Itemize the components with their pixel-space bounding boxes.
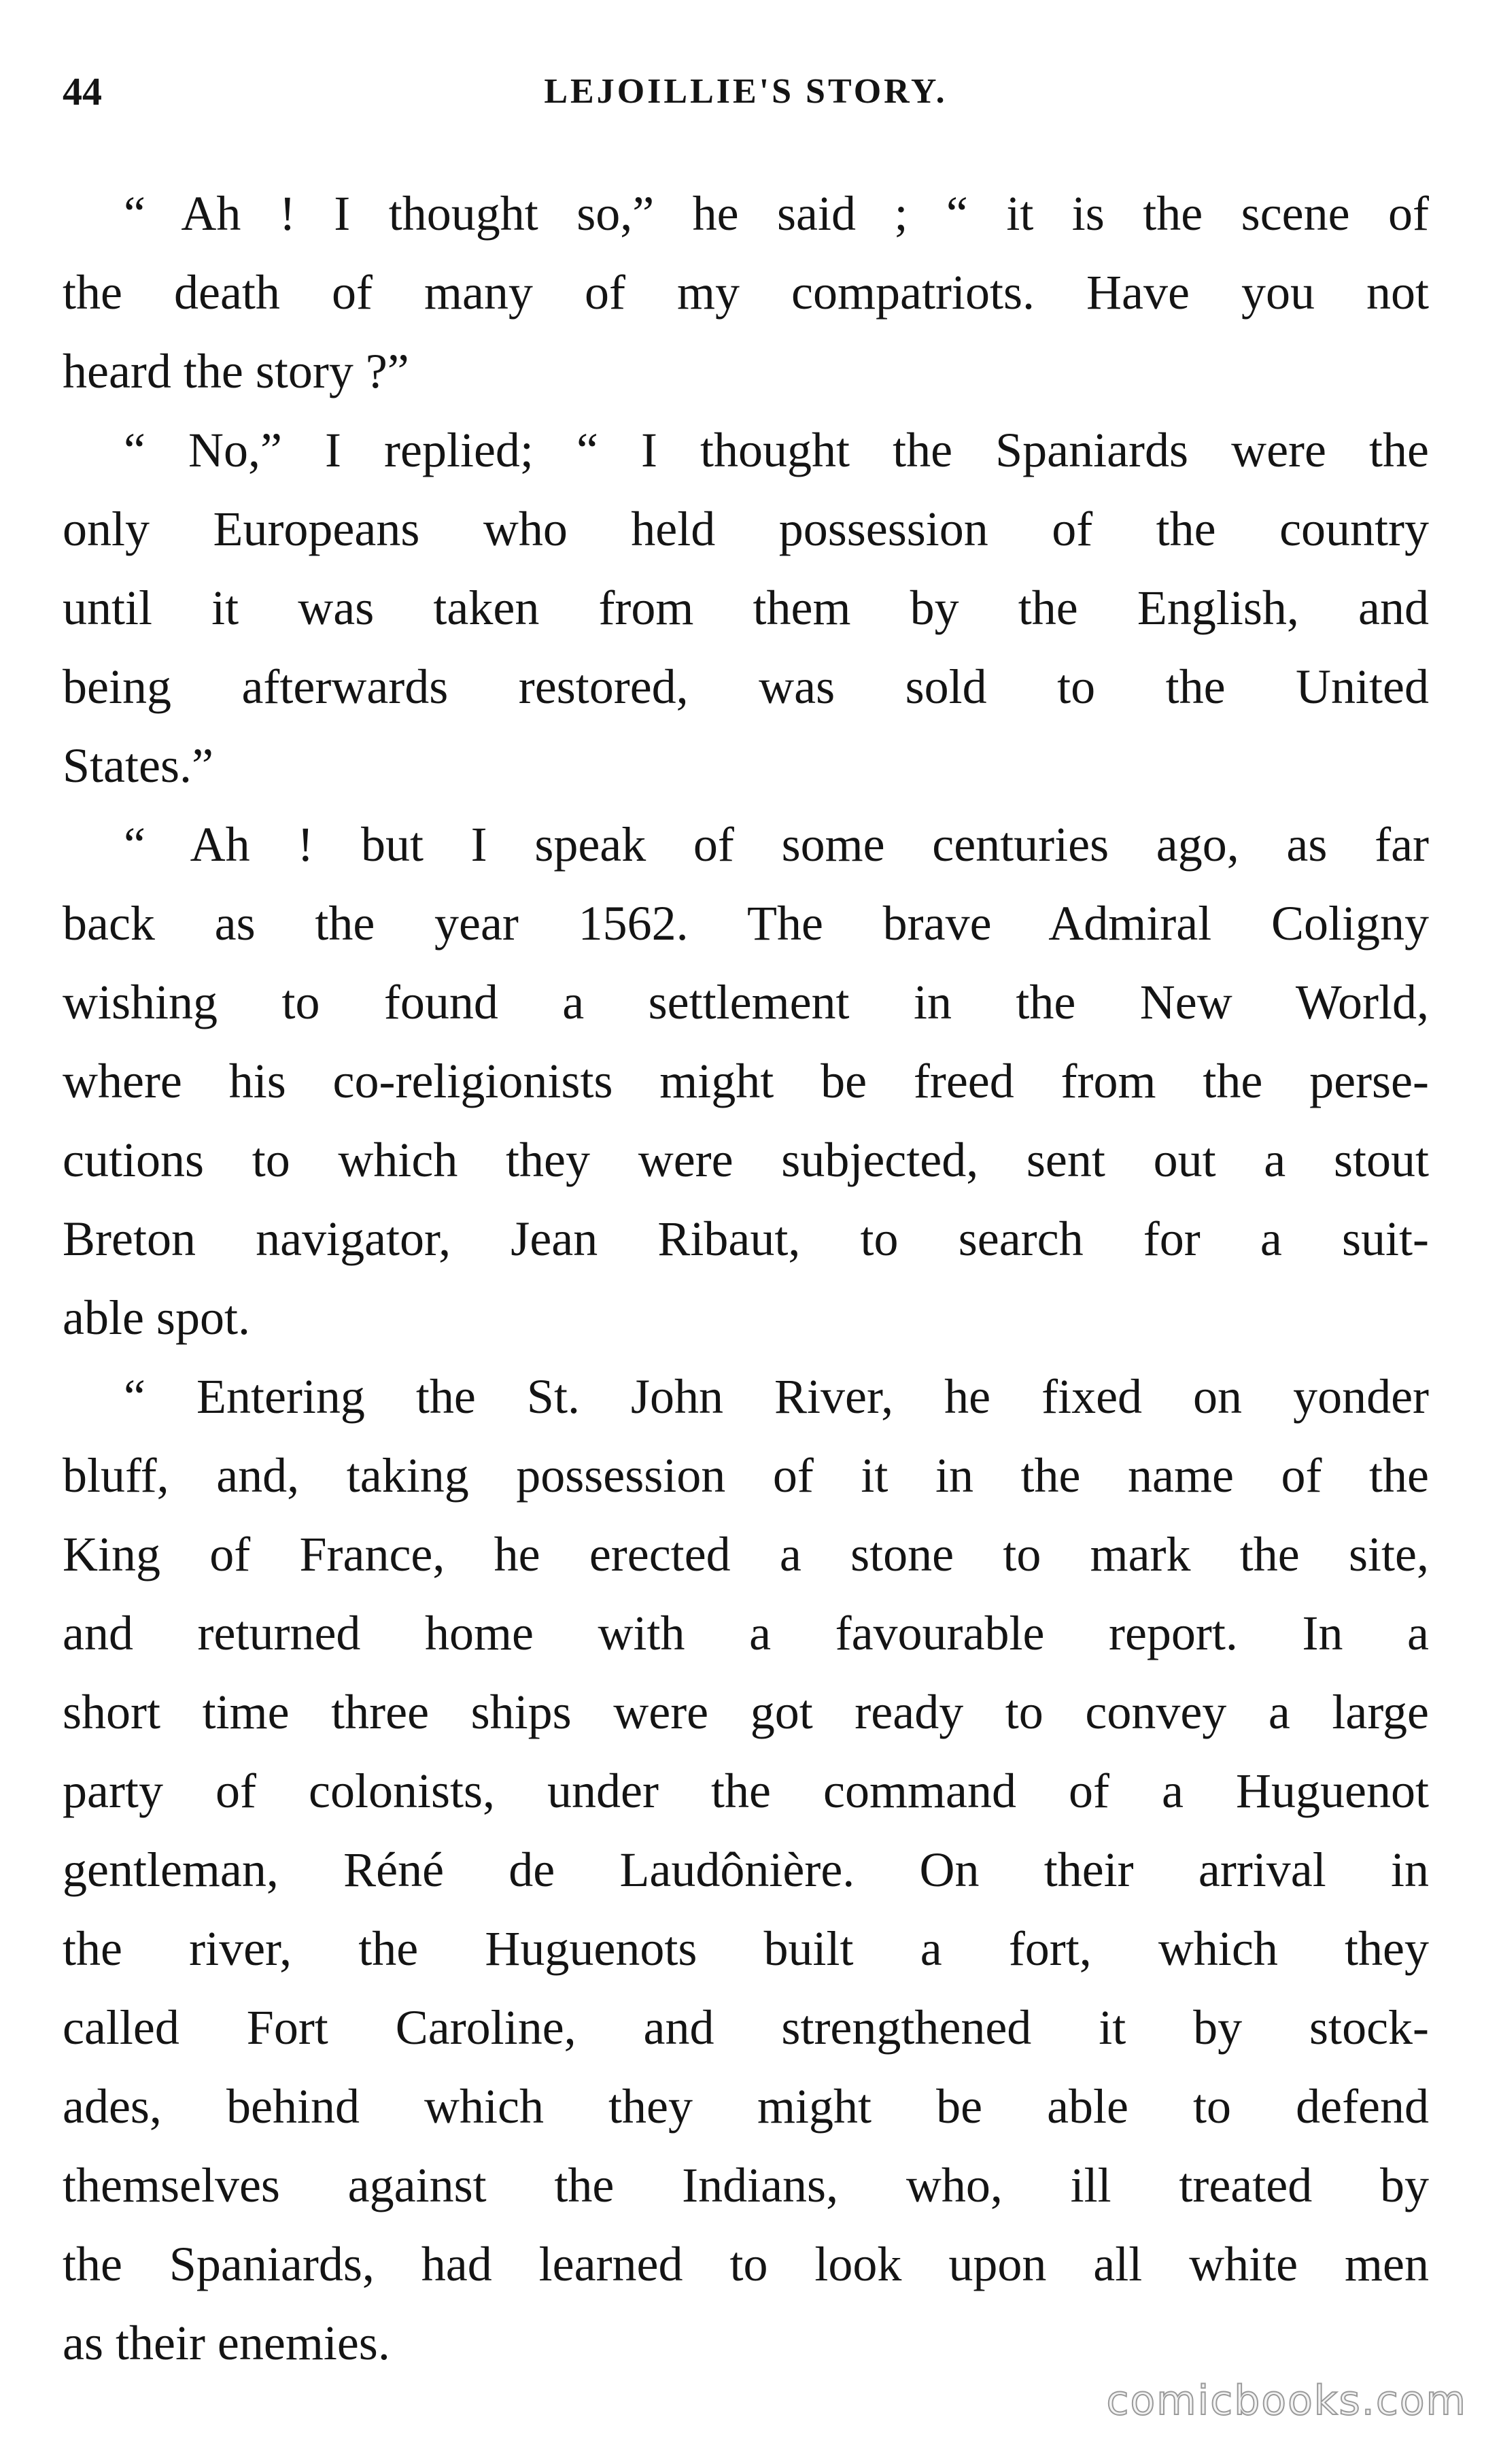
text-line: only Europeans who held possession of the country — [63, 502, 1429, 556]
text-line: wishing to found a settlement in the New World, — [63, 975, 1429, 1029]
paragraph-1 — [63, 174, 1429, 411]
text-line: as their enemies. — [63, 2316, 390, 2370]
text-line: able spot. — [63, 1290, 250, 1345]
body-text — [63, 174, 1429, 2382]
text-line: “ Ah ! but I speak of some centuries ago, as far — [124, 817, 1429, 872]
text-line: “ No,” I replied; “ I thought the Spaniards were the — [124, 423, 1429, 477]
text-line: the death of many of my compatriots. Have you not — [63, 265, 1429, 320]
page-header — [63, 61, 1429, 122]
text-line: ades, behind which they might be able to defend — [63, 2079, 1429, 2134]
paragraph-2 — [63, 411, 1429, 805]
text-line: King of France, he erected a stone to mark the site, — [63, 1527, 1429, 1581]
text-line: back as the year 1562. The brave Admiral Coligny — [63, 896, 1429, 951]
text-line: and returned home with a favourable report. In a — [63, 1606, 1429, 1660]
text-line: “ Entering the St. John River, he fixed on yonder — [124, 1369, 1429, 1424]
text-line: until it was taken from them by the English, and — [63, 581, 1429, 635]
watermark: comicbooks.com — [1106, 2377, 1467, 2425]
text-line: called Fort Caroline, and strengthened it by stock- — [63, 2000, 1429, 2055]
page-number: 44 — [63, 69, 102, 114]
text-line: cutions to which they were subjected, sent out a stout — [63, 1133, 1429, 1187]
paragraph-4 — [63, 1357, 1429, 2382]
paragraph-3 — [63, 805, 1429, 1357]
text-line: the Spaniards, had learned to look upon all white men — [63, 2237, 1429, 2291]
text-line: “ Ah ! I thought so,” he said ; “ it is the scene of — [124, 186, 1429, 241]
text-line: heard the story ?” — [63, 344, 409, 398]
text-line: short time three ships were got ready to convey a large — [63, 1685, 1429, 1739]
text-line: the river, the Huguenots built a fort, which they — [63, 1921, 1429, 1976]
running-title: LEJOILLIE'S STORY. — [544, 72, 948, 111]
text-line: Breton navigator, Jean Ribaut, to search for a suit- — [63, 1212, 1429, 1266]
text-line: gentleman, Réné de Laudônière. On their arrival in — [63, 1843, 1429, 1897]
text-line: themselves against the Indians, who, ill treated by — [63, 2158, 1429, 2212]
text-line: being afterwards restored, was sold to the United — [63, 660, 1429, 714]
text-line: where his co-religionists might be freed from the perse- — [63, 1054, 1429, 1108]
text-line: party of colonists, under the command of a Huguenot — [63, 1764, 1429, 1818]
text-line: States.” — [63, 738, 213, 793]
text-line: bluff, and, taking possession of it in the name of the — [63, 1448, 1429, 1503]
